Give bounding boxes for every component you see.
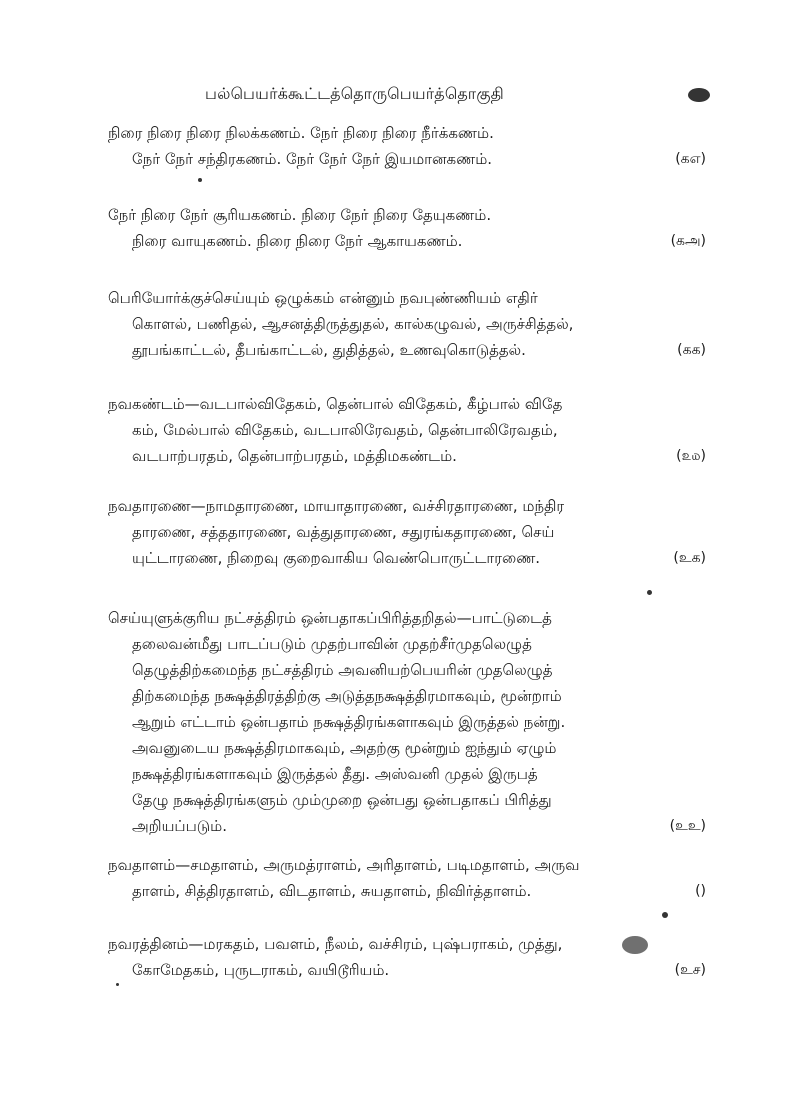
text-line: தலைவன்மீது பாடப்படும் முதற்பாவின் முதற்சீர்முதலெழுத் xyxy=(132,635,532,653)
ink-smudge xyxy=(622,936,648,954)
text-line: நவதாரணை—நாமதாரணை, மாயாதாரணை, வச்சிரதாரணை, மந்திர xyxy=(108,497,565,515)
text-line: தூபங்காட்டல், தீபங்காட்டல், துதித்தல், உணவுகொடுத்தல். xyxy=(132,341,526,359)
text-line: தாரணை, சத்ததாரணை, வத்துதாரணை, சதுரங்கதாரணை, செய் xyxy=(132,523,555,541)
text-line: நிரை நிரை நிரை நிலக்கணம். நேர் நிரை நிரை நீர்க்கணம். xyxy=(108,124,494,142)
text-line: பெரியோர்க்குச்செய்யும் ஒழுக்கம் என்னும் நவபுண்ணியம் எதிர் xyxy=(108,289,538,307)
text-line: தாளம், சித்திரதாளம், விடதாளம், சுயதாளம், நிவிர்த்தாளம். xyxy=(132,882,532,900)
verse-number: (கஎ) xyxy=(675,151,706,167)
verse-number: (கக) xyxy=(677,342,706,358)
verse-number: (உக) xyxy=(673,550,706,566)
text-line: அறியப்படும். xyxy=(132,817,227,835)
paragraph-navarathinam xyxy=(108,931,708,983)
ink-smudge xyxy=(688,88,710,102)
paragraph-nilakkanam xyxy=(108,120,708,172)
ink-speck xyxy=(116,983,119,986)
text-line: கொளல், பணிதல், ஆசனத்திருத்துதல், கால்கழுவல், அருச்சித்தல், xyxy=(132,315,574,333)
text-line: நேர் நேர் சந்திரகணம். நேர் நேர் நேர் இயமானகணம். xyxy=(132,150,493,168)
verse-number: (உஉ) xyxy=(669,818,706,834)
text-line: தெழுத்திற்கமைந்த நட்சத்திரம் அவனியற்பெயரின் முதலெழுத் xyxy=(132,661,553,679)
verse-number: (கஅ) xyxy=(670,233,706,249)
text-line: கம், மேல்பால் விதேகம், வடபாலிரேவதம், தென்பாலிரேவதம், xyxy=(132,421,558,439)
text-line: நிரை வாயுகணம். நிரை நிரை நேர் ஆகாயகணம். xyxy=(132,232,463,250)
ink-speck xyxy=(647,590,652,595)
text-line: நேர் நிரை நேர் சூரியகணம். நிரை நேர் நிரை தேயுகணம். xyxy=(108,206,492,224)
verse-number: (உச) xyxy=(674,962,706,978)
ink-speck xyxy=(662,912,668,918)
text-line: நவரத்தினம்—மரகதம், பவளம், நீலம், வச்சிரம், புஷ்பராகம், முத்து, xyxy=(108,935,563,953)
verse-number: () xyxy=(695,883,706,899)
text-line: நக்ஷத்திரங்களாகவும் இருத்தல் தீது. அஸ்வனி முதல் இருபத் xyxy=(132,765,538,783)
paragraph-navakandam xyxy=(108,391,708,469)
text-line: யுட்டாரணை, நிறைவு குறைவாகிய வெண்பொருட்டாரணை. xyxy=(132,549,541,567)
text-line: ஆறும் எட்டாம் ஒன்பதாம் நக்ஷத்திரங்களாகவும் இருத்தல் நன்று. xyxy=(132,713,566,731)
paragraph-navatharanai xyxy=(108,493,708,571)
text-line: தேழு நக்ஷத்திரங்களும் மும்முறை ஒன்பது ஒன்பதாகப் பிரித்து xyxy=(132,791,552,809)
text-line: நவதாளம்—சமதாளம், அருமத்ராளம், அரிதாளம், படிமதாளம், அருவ xyxy=(108,856,580,874)
paragraph-navathalam xyxy=(108,852,708,904)
page-heading: பல்பெயர்க்கூட்டத்தொருபெயர்த்தொகுதி xyxy=(205,84,504,103)
text-line: திற்கமைந்த நக்ஷத்திரத்திற்கு அடுத்தநக்ஷத்திரமாகவும், மூன்றாம் xyxy=(132,687,562,705)
paragraph-natchathiram xyxy=(108,605,708,839)
text-line: கோமேதகம், புருடராகம், வயிடூரியம். xyxy=(132,961,390,979)
text-line: செய்யுளுக்குரிய நட்சத்திரம் ஒன்பதாகப்பிரித்தறிதல்—பாட்டுடைத் xyxy=(108,609,552,627)
verse-number: (௨௰) xyxy=(676,448,706,464)
text-line: அவனுடைய நக்ஷத்திரமாகவும், அதற்கு மூன்றும் ஐந்தும் ஏழும் xyxy=(132,739,557,757)
paragraph-navapunniyam xyxy=(108,285,708,363)
paragraph-suriyakanam xyxy=(108,202,708,254)
text-line: வடபாற்பரதம், தென்பாற்பரதம், மத்திமகண்டம். xyxy=(132,447,457,465)
ink-speck xyxy=(198,178,202,182)
text-line: நவகண்டம்—வடபால்விதேகம், தென்பால் விதேகம், கீழ்பால் விதே xyxy=(108,395,563,413)
